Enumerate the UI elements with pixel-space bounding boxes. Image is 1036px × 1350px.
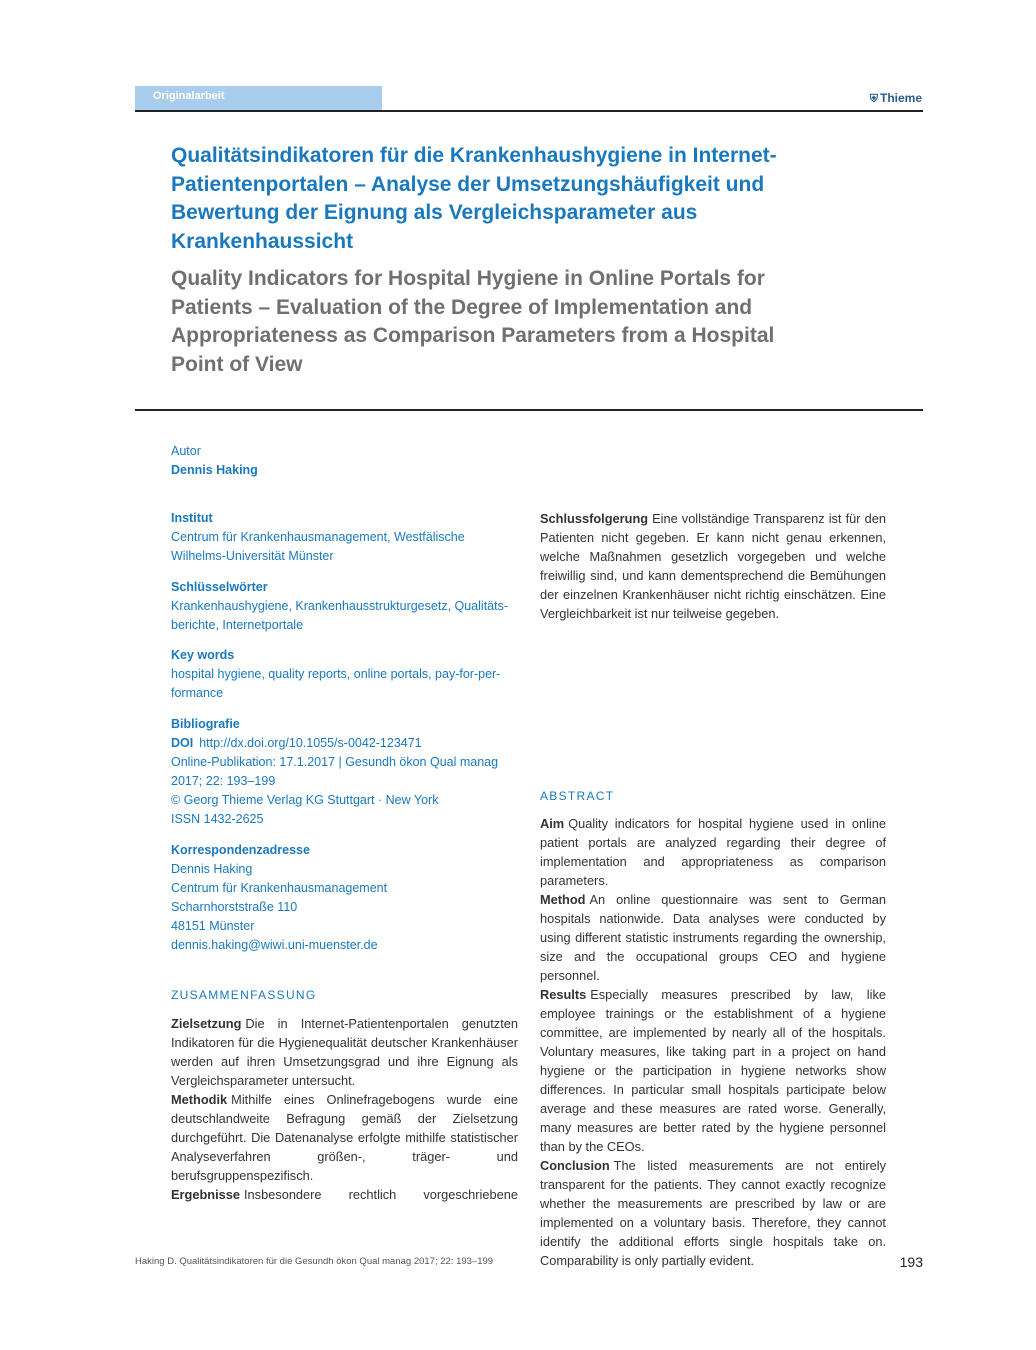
schluss-text: Eine vollständige Transparenz ist für den Patienten nicht gegeben. Er kann nicht genau erkennen, welche Maßnahmen gesetzlich vorgegeben und welche freiwillig sind, und kann dementsprechend die Bemühungen der einzelnen Krankenhäuser nicht richtig einschätzen. Eine Vergleichbarkeit ist nur teilweise gegeben. xyxy=(540,511,886,621)
results-label: Results xyxy=(540,987,587,1002)
keywords-en-line: hospital hygiene, quality reports, online portals, pay-for-per- xyxy=(171,667,501,681)
page-number: 193 xyxy=(899,1254,923,1270)
doi-link[interactable]: http://dx.doi.org/10.1055/s-0042-123471 xyxy=(199,736,422,750)
shield-icon: ⛨ xyxy=(869,93,878,105)
aim-label: Aim xyxy=(540,816,565,831)
bibliography-line: Online-Publikation: 17.1.2017 | Gesundh ökon Qual manag xyxy=(171,755,499,769)
institute-line: Centrum für Krankenhausmanagement, Westfälische xyxy=(171,530,465,544)
methodik-text: Mithilfe eines Onlinefragebogens wurde eine deutschlandweite Befragung gemäß der Zielsetzung durchgeführt. Die Datenanalyse erfolgte mithilfe statistischer Analyseverfahren größen-, träger- und berufsgruppenspezifisch. xyxy=(171,1092,518,1183)
publisher-logo-text: Thieme xyxy=(879,91,922,105)
keywords-en-label: Key words xyxy=(171,648,235,662)
conclusion-text: The listed measurements are not entirely transparent for the patients. They cannot exactly recognize whether the measurements are prescribed by law or are implemented on a voluntary basis. Therefore, they cannot identify the additional efforts single hospitals take on. Comparability is only partially evident. xyxy=(540,1158,886,1268)
method-paragraph xyxy=(540,890,886,985)
title-german: Qualitätsindikatoren für die Krankenhaushygiene in Internet-Patientenportalen – Analyse der Umsetzungshäufigkeit und Bewertung der Eignung als Vergleichsparameter aus Krankenhaussicht xyxy=(171,144,777,253)
zielsetzung-label: Zielsetzung xyxy=(171,1016,242,1031)
header-rule xyxy=(135,110,923,112)
email-link[interactable]: dennis.haking@wiwi.uni-muenster.de xyxy=(171,938,378,952)
correspondence-label: Korrespondenzadresse xyxy=(171,843,310,857)
author-name: Dennis Haking xyxy=(171,463,258,477)
zusammenfassung-left-column xyxy=(171,1014,518,1204)
zusammenfassung-heading: ZUSAMMENFASSUNG xyxy=(171,988,317,1002)
aim-paragraph xyxy=(540,814,886,890)
keywords-en-block xyxy=(171,646,521,703)
schluss-paragraph xyxy=(540,509,886,623)
title-english: Quality Indicators for Hospital Hygiene in Online Portals for Patients – Evaluation of the Degree of Implementation and Appropriateness as Comparison Parameters from a Hospital Point of View xyxy=(171,267,775,376)
institute-block xyxy=(171,509,521,566)
abstract-column xyxy=(540,814,886,1270)
keywords-de-block xyxy=(171,578,521,635)
ergebnisse-paragraph xyxy=(171,1185,518,1204)
keywords-de-line: berichte, Internetportale xyxy=(171,618,304,632)
zusammenfassung-right-column xyxy=(540,509,886,623)
correspondence-block xyxy=(171,841,521,955)
bibliography-label: Bibliografie xyxy=(171,717,240,731)
section-tag: Originalarbeit xyxy=(153,90,225,102)
aim-text: Quality indicators for hospital hygiene used in online patient portals are analyzed regarding their degree of implementation and appropriateness as comparison parameters. xyxy=(540,816,886,888)
title-rule xyxy=(135,409,923,411)
correspondence-line: 48151 Münster xyxy=(171,919,255,933)
correspondence-line: Scharnhorststraße 110 xyxy=(171,900,298,914)
footer-citation: Haking D. Qualitätsindikatoren für die Gesundh ökon Qual manag 2017; 22: 193–199 xyxy=(135,1256,494,1267)
bibliography-line: © Georg Thieme Verlag KG Stuttgart · New York xyxy=(171,793,439,807)
institute-line: Wilhelms-Universität Münster xyxy=(171,549,334,563)
zielsetzung-paragraph xyxy=(171,1014,518,1090)
bibliography-line: 2017; 22: 193–199 xyxy=(171,774,276,788)
author-block xyxy=(171,442,521,480)
correspondence-line: Dennis Haking xyxy=(171,862,253,876)
methodik-label: Methodik xyxy=(171,1092,228,1107)
schluss-label: Schlussfolgerung xyxy=(540,511,649,526)
bibliography-block xyxy=(171,715,521,829)
institute-label: Institut xyxy=(171,511,213,525)
doi-label: DOI xyxy=(171,736,194,750)
ergebnisse-label: Ergebnisse xyxy=(171,1187,240,1202)
publisher-logo xyxy=(870,91,922,106)
method-text: An online questionnaire was sent to German hospitals nationwide. Data analyses were conducted by using different statistic instruments regarding the ownership, size and the occupational groups CEO and hygiene personnel. xyxy=(540,892,886,983)
abstract-heading: ABSTRACT xyxy=(540,789,615,803)
methodik-paragraph xyxy=(171,1090,518,1185)
conclusion-label: Conclusion xyxy=(540,1158,610,1173)
zielsetzung-text: Die in Internet-Patientenportalen genutzten Indikatoren für die Hygienequalität deutscher Krankenhäuser werden auf ihren Umsetzungsgrad und ihre Eignung als Vergleichsparameter untersucht. xyxy=(171,1016,518,1088)
conclusion-paragraph xyxy=(540,1156,886,1270)
keywords-de-label: Schlüsselwörter xyxy=(171,580,268,594)
results-paragraph xyxy=(540,985,886,1156)
author-label: Autor xyxy=(171,444,201,458)
doi-line xyxy=(171,734,521,753)
correspondence-line: Centrum für Krankenhausmanagement xyxy=(171,881,388,895)
keywords-en-line: formance xyxy=(171,686,224,700)
keywords-de-line: Krankenhaushygiene, Krankenhausstrukturgesetz, Qualitäts- xyxy=(171,599,508,613)
results-text: Especially measures prescribed by law, like employee trainings or the establishment of a hygiene committee, are implemented by nearly all of the hospitals. Voluntary measures, like taking part in a project on hand hygiene or the participation in hygiene networks show differences. In particular small hospitals participate below average and these measures are rated worse. Generally, many measures are better rated by the hygiene personnel than by the CEOs. xyxy=(540,987,886,1154)
method-label: Method xyxy=(540,892,586,907)
bibliography-line: ISSN 1432-2625 xyxy=(171,812,264,826)
ergebnisse-text: Insbesondere rechtlich vorgeschriebene xyxy=(244,1187,518,1202)
